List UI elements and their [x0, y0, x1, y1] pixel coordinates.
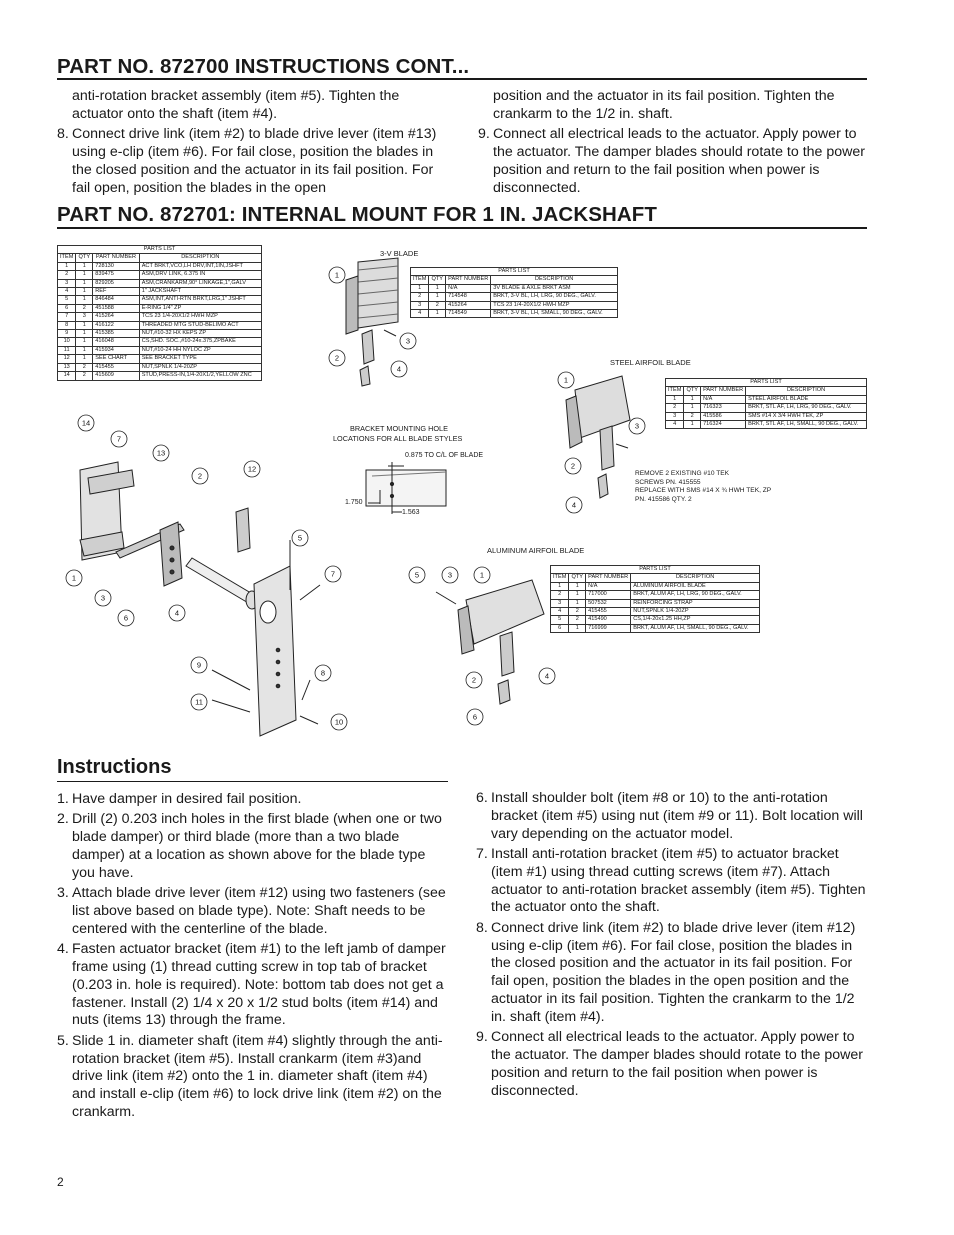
section-title: PART NO. 872701: INTERNAL MOUNT FOR 1 IN. JACKSHAFT	[57, 203, 658, 226]
instructions-rule	[57, 781, 448, 782]
blade-3v-drawing	[346, 258, 398, 386]
table-cell: BRKT, STL AF, LH, LRG, 90 DEG., GALV.	[746, 404, 867, 412]
callout-number: 4	[571, 500, 577, 510]
instructions-title: Instructions	[57, 756, 172, 778]
table-cell: SMS #14 X 3/4 HWH TEK, ZP	[746, 412, 867, 420]
instruction-step: 7. Install anti-rotation bracket (item #5) to actuator bracket (item #1) using thread cutting screws (item #7). Attach actuator to anti-rotation bracket assembly (item #5). Tighten the actuator onto the shaft.	[476, 845, 866, 916]
step-8: 8. Connect drive link (item #2) to blade drive lever (item #13) using e-clip (item #6). For fail close, position the blades in the closed position and the actuator in its fail position. For fail open, position the blades in the open	[57, 126, 437, 196]
table-cell: 3	[551, 599, 569, 607]
callout-number: 3	[447, 570, 453, 580]
table-cell: BRKT, 3-V BL, LH, LRG, 90 DEG., GALV.	[491, 293, 618, 301]
table-cell: 2	[551, 591, 569, 599]
callout-circle	[192, 468, 208, 484]
table-cell: 1	[76, 330, 93, 338]
callout-number: 2	[570, 461, 576, 471]
table-cell: 5	[551, 616, 569, 624]
table-cell: 1	[569, 624, 586, 632]
table-cell: SEE BRACKET TYPE	[139, 355, 261, 363]
instruction-step: 2. Drill (2) 0.203 inch holes in the first blade (when one or two blade damper) or third blade (more than a two blade damper) at a location as shown above for the blade type you have.	[57, 811, 442, 881]
table-cell: 716999	[586, 624, 631, 632]
table-header-cell: DESCRIPTION	[631, 574, 760, 582]
table-cell: STUD,PRESS-IN,1/4-20X1/2,YELLOW ZNC	[139, 372, 261, 380]
continued-step-text: position and the actuator in its fail position. Tighten the crankarm to the 1/2 in. shaft.	[493, 88, 835, 122]
table-cell: ACT BRKT,VCO,LH DRV,INT,1IN,JSHFT	[139, 262, 261, 270]
table-cell: 1	[569, 591, 586, 599]
callout-circle	[191, 694, 207, 710]
table-header-cell: DESCRIPTION	[491, 276, 618, 284]
callout-number: 5	[297, 533, 303, 543]
table-cell: 507532	[586, 599, 631, 607]
callout-number: 1	[479, 570, 485, 580]
callout-number: 3	[100, 593, 106, 603]
bracket-hole-title-2: LOCATIONS FOR ALL BLADE STYLES	[333, 434, 463, 443]
callout-number: 10	[334, 717, 344, 727]
table-cell: 415609	[93, 372, 139, 380]
table-cell: 2	[569, 608, 586, 616]
table-cell: 829205	[93, 279, 139, 287]
table-cell: BRKT, ALUM AF, LH, SMALL, 90 DEG., GALV.	[631, 624, 760, 632]
callout-circle	[66, 570, 82, 586]
callout-number: 2	[334, 353, 340, 363]
table-header-cell: ITEM	[666, 387, 684, 395]
table-cell: 11	[58, 346, 76, 354]
table-cell: 415586	[701, 412, 746, 420]
instruction-step: 8. Connect drive link (item #2) to blade drive lever (item #12) using e-clip (item #6). For fail close, position the blades in the closed position and the actuator in its fail position. For fail open, position the blades in the open position and the actuator in its fail position. Tighten the crankarm to the 1/2 in. shaft (item #4).	[476, 919, 856, 1025]
table-cell: NUT,SPNLK 1/4-20ZP	[139, 363, 261, 371]
table-cell: 8	[58, 321, 76, 329]
table-cell: 728130	[93, 262, 139, 270]
table-cell: 1	[569, 582, 586, 590]
table-cell: CS,1/4-20x1.25 HH,ZP	[631, 616, 760, 624]
table-cell: 6	[58, 304, 76, 312]
table-cell: 4	[411, 310, 429, 318]
table-cell: 1	[429, 310, 446, 318]
table-cell: 415490	[586, 616, 631, 624]
callout-circle	[474, 567, 490, 583]
callout-circle	[467, 709, 483, 725]
callout-number: 13	[156, 448, 166, 458]
table-cell: 1	[76, 262, 93, 270]
callout-circle	[292, 530, 308, 546]
callout-number: 2	[471, 675, 477, 685]
table-cell: 3V BLADE & AXLE BRKT ASM	[491, 284, 618, 292]
table-header-cell: QTY	[76, 254, 93, 262]
table-cell: 2	[411, 293, 429, 301]
table-cell: 1	[666, 395, 684, 403]
table-cell: 415934	[93, 346, 139, 354]
callout-number: 3	[405, 336, 411, 346]
callout-circle	[466, 672, 482, 688]
table-cell: 717000	[586, 591, 631, 599]
table-header-cell: ITEM	[551, 574, 569, 582]
blade-aluminum-label: ALUMINUM AIRFOIL BLADE	[487, 546, 585, 555]
callout-number: 6	[123, 613, 129, 623]
instruction-step: 3. Attach blade drive lever (item #12) using two fasteners (see list above based on blade type). Note: Shaft needs to be centered with the centerline of the blade.	[57, 885, 446, 937]
instruction-step: 1. Have damper in desired fail position.	[57, 791, 302, 807]
bracket-hole-title-1: BRACKET MOUNTING HOLE	[350, 424, 448, 433]
table-cell: 2	[76, 363, 93, 371]
table-cell: 14	[58, 372, 76, 380]
table-cell: ASM,DRV LINK, 6.375 IN	[139, 271, 261, 279]
table-cell: 3	[58, 279, 76, 287]
table-cell: 1	[76, 338, 93, 346]
table-cell: 2	[569, 616, 586, 624]
callout-circle	[409, 567, 425, 583]
table-cell: 716324	[701, 421, 746, 429]
callout-circle	[329, 350, 345, 366]
dim-bottom-label: 1.563	[402, 509, 420, 516]
table-header-cell: PART NUMBER	[93, 254, 139, 262]
table-cell: 1" JACKSHAFT	[139, 288, 261, 296]
table-cell: ASM,CRANKARM,90° LINKAGE,1",GALV	[139, 279, 261, 287]
table-cell: 846484	[93, 296, 139, 304]
callout-number: 7	[116, 434, 122, 444]
callout-circle	[169, 605, 185, 621]
table-header-cell: DESCRIPTION	[139, 254, 261, 262]
callout-number: 4	[396, 364, 402, 374]
table-cell: BRKT, ALUM AF, LH, LRG, 90 DEG., GALV.	[631, 591, 760, 599]
table-cell: 415264	[93, 313, 139, 321]
table-cell: 4	[551, 608, 569, 616]
table-title-row: PARTS LIST	[551, 566, 760, 574]
table-header-cell: QTY	[569, 574, 586, 582]
table-cell: NUT,SPNLK 1/4-20ZP	[631, 608, 760, 616]
table-cell: REF	[93, 288, 139, 296]
table-cell: 1	[551, 582, 569, 590]
table-cell: NUT,#10-32 HX KEPS ZP	[139, 330, 261, 338]
table-cell: 3	[411, 301, 429, 309]
dim-top-label: 0.875 TO C/L OF BLADE	[405, 452, 484, 459]
table-cell: 714548	[446, 293, 491, 301]
continued-step-text: anti-rotation bracket assembly (item #5). Tighten the actuator onto the shaft (item #4).	[72, 88, 400, 122]
blade-steel-label: STEEL AIRFOIL BLADE	[610, 358, 691, 367]
instructions-left-column	[57, 791, 450, 1124]
table-cell: 9	[58, 330, 76, 338]
table-title-row: PARTS LIST	[666, 379, 867, 387]
table-cell: TCS 23 1/4-20X1/2 HWH MZP	[139, 313, 261, 321]
callout-circle	[244, 461, 260, 477]
callout-circle	[558, 372, 574, 388]
table-header-cell: DESCRIPTION	[746, 387, 867, 395]
callout-number: 8	[320, 668, 326, 678]
table-cell: 6	[551, 624, 569, 632]
table-cell: 3	[666, 412, 684, 420]
blade-aluminum-drawing	[436, 580, 544, 704]
table-cell: 415455	[93, 363, 139, 371]
table-cell: 451588	[93, 304, 139, 312]
table-cell: CS,SHD. SOC.,#10-24x.375,ZPBAKE	[139, 338, 261, 346]
callout-circle	[315, 665, 331, 681]
instruction-step: 5. Slide 1 in. diameter shaft (item #4) slightly through the anti-rotation bracket (item #5). Install crankarm (item #3)and drive link (item #2) onto the 1 in. diameter shaft (item #4) and install e-clip (item #6) to lock drive link (item #2) on the crankarm.	[57, 1032, 443, 1120]
steel-note: REMOVE 2 EXISTING #10 TEK SCREWS PN. 415555 REPLACE WITH SMS #14 X ¾ HWH TEK, ZP PN. 415586 QTY. 2	[635, 470, 772, 503]
table-cell: 1	[411, 284, 429, 292]
table-cell: 12	[58, 355, 76, 363]
table-header-cell: PART NUMBER	[701, 387, 746, 395]
table-cell: N/A	[446, 284, 491, 292]
table-cell: 3	[76, 313, 93, 321]
table-cell: 716323	[701, 404, 746, 412]
table-header-cell: QTY	[684, 387, 701, 395]
table-cell: 7	[58, 313, 76, 321]
page-number: 2	[57, 1175, 64, 1189]
table-header-cell: ITEM	[58, 254, 76, 262]
table-cell: 4	[58, 288, 76, 296]
callout-circle	[331, 714, 347, 730]
callout-circle	[329, 267, 345, 283]
callout-circle	[325, 566, 341, 582]
table-cell: 1	[429, 293, 446, 301]
table-cell: REINFORCING STRAP	[631, 599, 760, 607]
table-cell: TCS 23 1/4-20X1/2 HWH MZP	[491, 301, 618, 309]
callout-number: 12	[247, 464, 257, 474]
table-cell: 839475	[93, 271, 139, 279]
table-cell: 1	[76, 321, 93, 329]
table-cell: ALUMINUM AIRFOIL BLADE	[631, 582, 760, 590]
table-cell: 1	[569, 599, 586, 607]
bracket-hole-drawing	[366, 462, 446, 514]
callout-number: 2	[197, 471, 203, 481]
blade-3v-label: 3-V BLADE	[380, 249, 419, 258]
instruction-step: 4. Fasten actuator bracket (item #1) to the left jamb of damper frame using (1) thread cutting screw in top tab of bracket (0.203 in. hole is required). Note: bottom tab does not get a fastener. Install (2) 1/4 x 20 x 1/2 stud bolts (item #14) and nuts (items 13) through the frame.	[57, 941, 446, 1029]
callout-number: 11	[195, 697, 203, 707]
table-cell: STEEL AIRFOIL BLADE	[746, 395, 867, 403]
table-cell: 415385	[93, 330, 139, 338]
table-cell: ASM,INT,ANTI-RTN BRKT,LRG,1" JSHFT	[139, 296, 261, 304]
callout-number: 9	[196, 660, 202, 670]
table-cell: 415455	[586, 608, 631, 616]
table-cell: 2	[429, 301, 446, 309]
callout-number: 4	[544, 671, 550, 681]
page-title: PART NO. 872700 INSTRUCTIONS CONT...	[57, 55, 470, 78]
callout-circle	[565, 458, 581, 474]
table-title-row: PARTS LIST	[411, 268, 618, 276]
table-cell: 714549	[446, 310, 491, 318]
table-cell: 1	[76, 271, 93, 279]
callout-number: 1	[71, 573, 77, 583]
table-cell: 10	[58, 338, 76, 346]
table-cell: BRKT, 3-V BL, LH, SMALL, 90 DEG., GALV.	[491, 310, 618, 318]
table-header-cell: QTY	[429, 276, 446, 284]
table-cell: 1	[76, 279, 93, 287]
callout-circle	[191, 657, 207, 673]
callout-number: 1	[334, 270, 340, 280]
callout-circle	[400, 333, 416, 349]
table-cell: 1	[684, 421, 701, 429]
table-cell: 2	[76, 372, 93, 380]
table-cell: THREADED MTG STUD-BELIMO ACT	[139, 321, 261, 329]
table-cell: 416122	[93, 321, 139, 329]
callout-number: 4	[174, 608, 180, 618]
instruction-step: 6. Install shoulder bolt (item #8 or 10) to the anti-rotation bracket (item #5) using nut (item #9 or 11). Bolt location will vary depending on the actuator model.	[476, 790, 863, 842]
table-cell: BRKT, STL AF, LH, SMALL, 90 DEG., GALV.	[746, 421, 867, 429]
table-cell: 1	[429, 284, 446, 292]
callout-number: 3	[634, 421, 640, 431]
table-cell: 13	[58, 363, 76, 371]
table-cell: 2	[666, 404, 684, 412]
instruction-step: 9. Connect all electrical leads to the actuator. Apply power to the actuator. The damper blades should rotate to the power position and return to the fail position when power is disconnected.	[476, 1029, 864, 1099]
step-9: 9. Connect all electrical leads to the actuator. Apply power to the actuator. The damper blades should rotate to the power position and return to the fail position when power is disconnected.	[478, 126, 866, 196]
table-cell: 2	[76, 304, 93, 312]
table-cell: 4	[666, 421, 684, 429]
callout-number: 5	[414, 570, 420, 580]
table-header-cell: ITEM	[411, 276, 429, 284]
table-cell: N/A	[701, 395, 746, 403]
callout-circle	[95, 590, 111, 606]
table-cell: 1	[76, 355, 93, 363]
table-header-cell: PART NUMBER	[446, 276, 491, 284]
table-cell: E-RING 1/4" ZP	[139, 304, 261, 312]
table-cell: 2	[684, 412, 701, 420]
callout-number: 6	[472, 712, 478, 722]
table-cell: 1	[76, 288, 93, 296]
table-cell: 1	[684, 395, 701, 403]
callout-circle	[566, 497, 582, 513]
callout-circle	[153, 445, 169, 461]
table-cell: 415264	[446, 301, 491, 309]
callout-circle	[629, 418, 645, 434]
table-cell: 1	[76, 346, 93, 354]
instructions-right-column	[476, 790, 870, 1103]
table-cell: SEE CHART	[93, 355, 139, 363]
callout-number: 7	[330, 569, 336, 579]
table-cell: NUT,#10-24 HH NYLOC ZP	[139, 346, 261, 354]
table-cell: 1	[76, 296, 93, 304]
blade-steel-drawing	[563, 375, 630, 498]
callout-circle	[539, 668, 555, 684]
table-header-cell: PART NUMBER	[586, 574, 631, 582]
table-cell: 416048	[93, 338, 139, 346]
callout-circle	[118, 610, 134, 626]
callout-number: 1	[563, 375, 569, 385]
table-cell: 5	[58, 296, 76, 304]
table-cell: 1	[684, 404, 701, 412]
table-title-row: PARTS LIST	[58, 246, 262, 254]
dim-left-label: 1.750	[345, 499, 363, 506]
callout-circle	[78, 415, 94, 431]
table-cell: 1	[58, 262, 76, 270]
callout-circle	[442, 567, 458, 583]
callout-circle	[391, 361, 407, 377]
table-cell: N/A	[586, 582, 631, 590]
table-cell: 2	[58, 271, 76, 279]
callout-number: 14	[81, 418, 91, 428]
callout-circle	[111, 431, 127, 447]
